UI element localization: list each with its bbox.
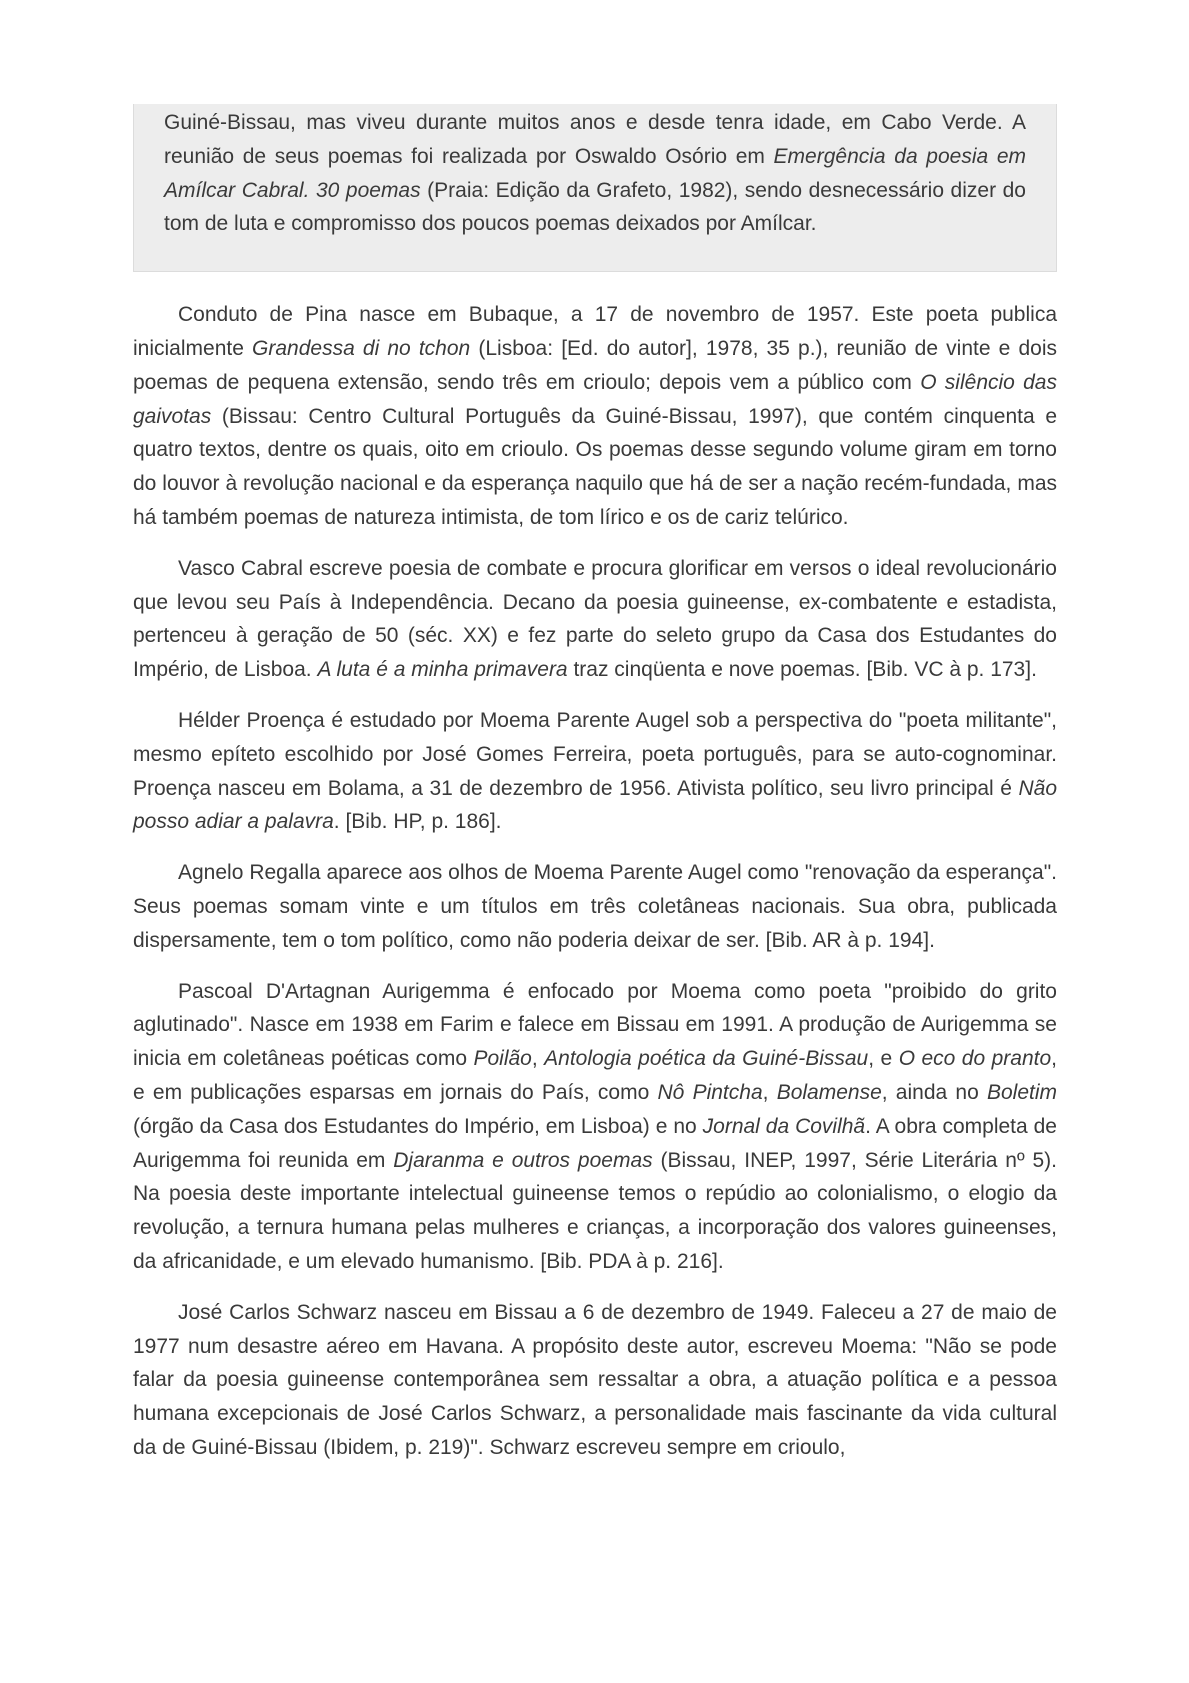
text-run: . A obra completa de Aurigemma foi reunida em <box>133 1114 1057 1172</box>
paragraph-helder-proenca <box>133 704 1057 839</box>
italic-title: Jornal da Covilhã <box>702 1114 866 1138</box>
note-box-text <box>164 106 1026 241</box>
text-run: Vasco Cabral escreve poesia de combate e procura glorificar em versos o ideal revolucionário que levou seu País à Independência. Decano da poesia guineense, ex-combatente e estadista, pertenceu à geração de 50 (séc. XX) e fez parte do seleto grupo da Casa dos Estudantes do Império, de Lisboa. <box>133 556 1057 682</box>
text-run: Agnelo Regalla aparece aos olhos de Moema Parente Augel como "renovação da esperança". Seus poemas somam vinte e um títulos em três coletâneas nacionais. Sua obra, publicada dispersamente, tem o tom político, como não poderia deixar de ser. [Bib. AR à p. 194]. <box>133 861 1057 952</box>
paragraph-conduto-de-pina <box>133 298 1057 535</box>
text-run: (Lisboa: [Ed. do autor], 1978, 35 p.), reunião de vinte e dois poemas de pequena extensão, sendo três em crioulo; depois vem a público com <box>133 336 1057 394</box>
text-run: Hélder Proença é estudado por Moema Parente Augel sob a perspectiva do "poeta militante", mesmo epíteto escolhido por José Gomes Ferreira, poeta português, para se auto-cognominar. Proença nasceu em Bolama, a 31 de dezembro de 1956. Ativista político, seu livro principal é <box>133 708 1057 800</box>
paragraph-vasco-cabral <box>133 552 1057 687</box>
text-run: . [Bib. HP, p. 186]. <box>333 810 502 834</box>
text-run: (Bissau, INEP, 1997, Série Literária nº 5). Na poesia deste importante intelectual guineense temos o repúdio ao colonialismo, o elogio da revolução, a ternura humana pelas mulheres e crianças, a incorporação dos valores guineenses, da africanidade, e um elevado humanismo. [Bib. PDA à p. 216]. <box>133 1148 1057 1273</box>
italic-title: O eco do pranto <box>898 1047 1052 1071</box>
text-run: , <box>531 1047 545 1071</box>
italic-title: Emergência da poesia em Amílcar Cabral. 30 poemas <box>164 144 1026 202</box>
italic-title: A luta é a minha primavera <box>317 658 568 682</box>
paragraph-jose-carlos-schwarz <box>133 1296 1057 1465</box>
text-run: , <box>762 1080 777 1104</box>
italic-title: Djaranma e outros poemas <box>393 1148 653 1172</box>
italic-title: Bolamense <box>776 1080 882 1104</box>
text-run: , e <box>868 1047 899 1071</box>
italic-title: Não posso adiar a palavra <box>133 776 1057 834</box>
text-run: Guiné-Bissau, mas viveu durante muitos anos e desde tenra idade, em Cabo Verde. A reunião de seus poemas foi realizada por Oswaldo Osório em <box>164 111 1026 168</box>
italic-title: Boletim <box>986 1080 1058 1104</box>
paragraph-pascoal-aurigemma <box>133 975 1057 1279</box>
paragraph-agnelo-regalla <box>133 856 1057 957</box>
text-run: , e em publicações esparsas em jornais do País, como <box>133 1047 1058 1104</box>
italic-title: O silêncio das gaivotas <box>133 370 1057 428</box>
italic-title: Grandessa di no tchon <box>252 336 471 360</box>
text-run: (órgão da Casa dos Estudantes do Império, em Lisboa) e no <box>133 1114 703 1138</box>
italic-title: Antologia poética da Guiné-Bissau <box>544 1047 869 1071</box>
text-run: (Bissau: Centro Cultural Português da Guiné-Bissau, 1997), que contém cinquenta e quatro textos, dentre os quais, oito em crioulo. Os poemas desse segundo volume giram em torno do louvor à revolução nacional e da esperança naquilo que há de ser a nação recém-fundada, mas há também poemas de natureza intimista, de tom lírico e os de cariz telúrico. <box>133 404 1057 529</box>
quoted-note-box <box>133 104 1057 272</box>
text-run: , ainda no <box>881 1080 987 1104</box>
italic-title: Poilão <box>473 1047 532 1071</box>
text-run: José Carlos Schwarz nasceu em Bissau a 6 de dezembro de 1949. Faleceu a 27 de maio de 1977 num desastre aéreo em Havana. A propósito deste autor, escreveu Moema: "Não se pode falar da poesia guineense contemporânea sem ressaltar a obra, a atuação política e a pessoa humana excepcionais de José Carlos Schwarz, a personalidade mais fascinante da vida cultural da de Guiné-Bissau (Ibidem, p. 219)". Schwarz escreveu sempre em crioulo, <box>133 1300 1057 1459</box>
text-run: traz cinqüenta e nove poemas. [Bib. VC à p. 173]. <box>567 658 1037 682</box>
italic-title: Nô Pintcha <box>657 1080 763 1104</box>
text-run: Conduto de Pina nasce em Bubaque, a 17 de novembro de 1957. Este poeta publica inicialmente <box>133 303 1057 360</box>
text-run: (Praia: Edição da Grafeto, 1982), sendo desnecessário dizer do tom de luta e compromisso dos poucos poemas deixados por Amílcar. <box>164 178 1026 236</box>
text-run: Pascoal D'Artagnan Aurigemma é enfocado por Moema como poeta "proibido do grito aglutinado". Nasce em 1938 em Farim e falece em Bissau em 1991. A produção de Aurigemma se inicia em coletâneas poéticas como <box>133 979 1057 1071</box>
document-page <box>133 112 1057 1482</box>
